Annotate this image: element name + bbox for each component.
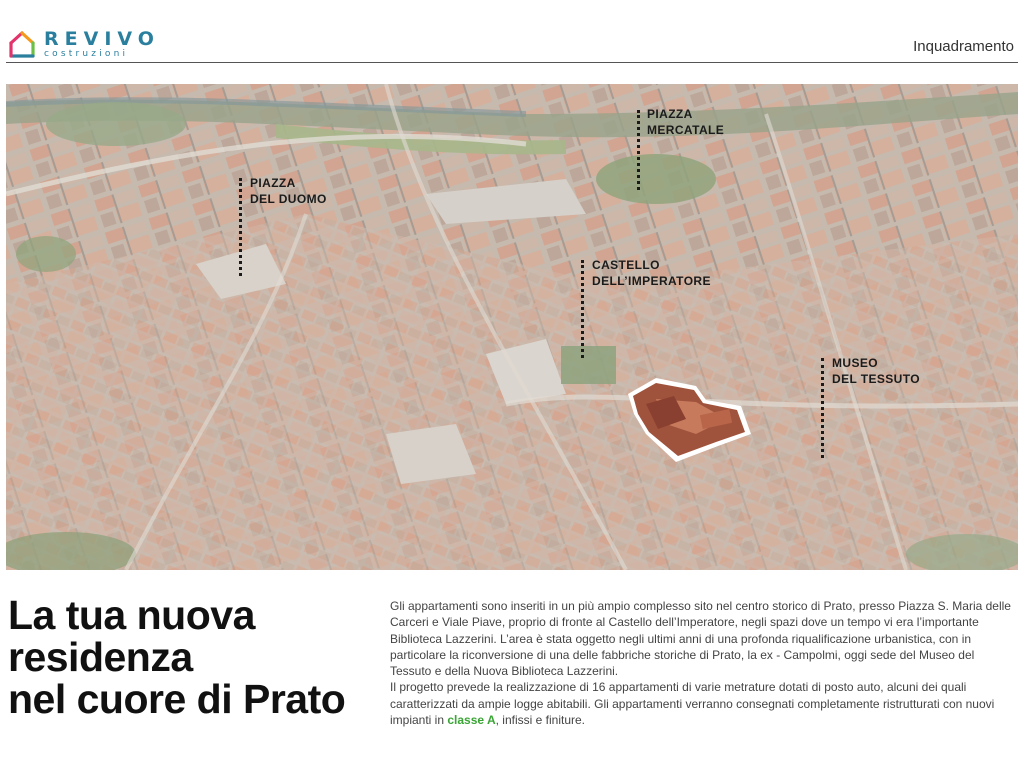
aerial-photo-illustration: [6, 84, 1018, 570]
label-museo-del-tessuto: MUSEO DEL TESSUTO: [832, 356, 920, 386]
label-piazza-del-duomo: PIAZZA DEL DUOMO: [250, 176, 327, 206]
paragraph-project: Il progetto prevede la realizzazione di 16 appartamenti di varie metrature dotati di posto auto, alcuni dei quali caratterizzati da ampie logge abitabili. Gli appartamenti verranno consegnati completamente ristrutturati con nuovi impianti in classe A, infissi e finiture.: [390, 680, 995, 728]
brand-name: REVIVO: [44, 27, 160, 50]
brand-subtitle: costruzioni: [44, 48, 129, 59]
aerial-city-map: [6, 84, 1018, 570]
label-piazza-mercatale: PIAZZA MERCATALE: [647, 107, 725, 137]
house-logo-icon: [8, 29, 36, 59]
leader-museo-del-tessuto: [821, 358, 824, 458]
paragraph-location: Gli appartamenti sono inseriti in un più ampio complesso sito nel centro storico di Prato, presso Piazza S. Maria delle Carceri e Viale Piave, proprio di fronte al Castello dell’Imperatore, negli spazi dove un tempo vi era l’importante Biblioteca Lazzerini. L’area è stata oggetto negli ultimi anni di una profonda riqualificazione urbanistica, con in particolare la riconversione di una delle fabbriche storiche di Prato, la ex - Campolmi, oggi sede del Museo del Tessuto e della Nuova Biblioteca Lazzerini.: [390, 599, 1011, 679]
description-text: [390, 598, 1012, 728]
leader-piazza-mercatale: [637, 110, 640, 190]
page-headline: La tua nuova residenza nel cuore di Prato: [8, 592, 346, 722]
leader-piazza-del-duomo: [239, 178, 242, 276]
energy-class-highlight: classe A: [447, 713, 496, 728]
label-castello-dellimperatore: CASTELLO DELL’IMPERATORE: [592, 258, 711, 288]
leader-castello-dellimperatore: [581, 260, 584, 358]
section-title: Inquadramento: [913, 38, 1014, 55]
brand-logo: [8, 28, 160, 60]
header-divider: [6, 62, 1018, 63]
